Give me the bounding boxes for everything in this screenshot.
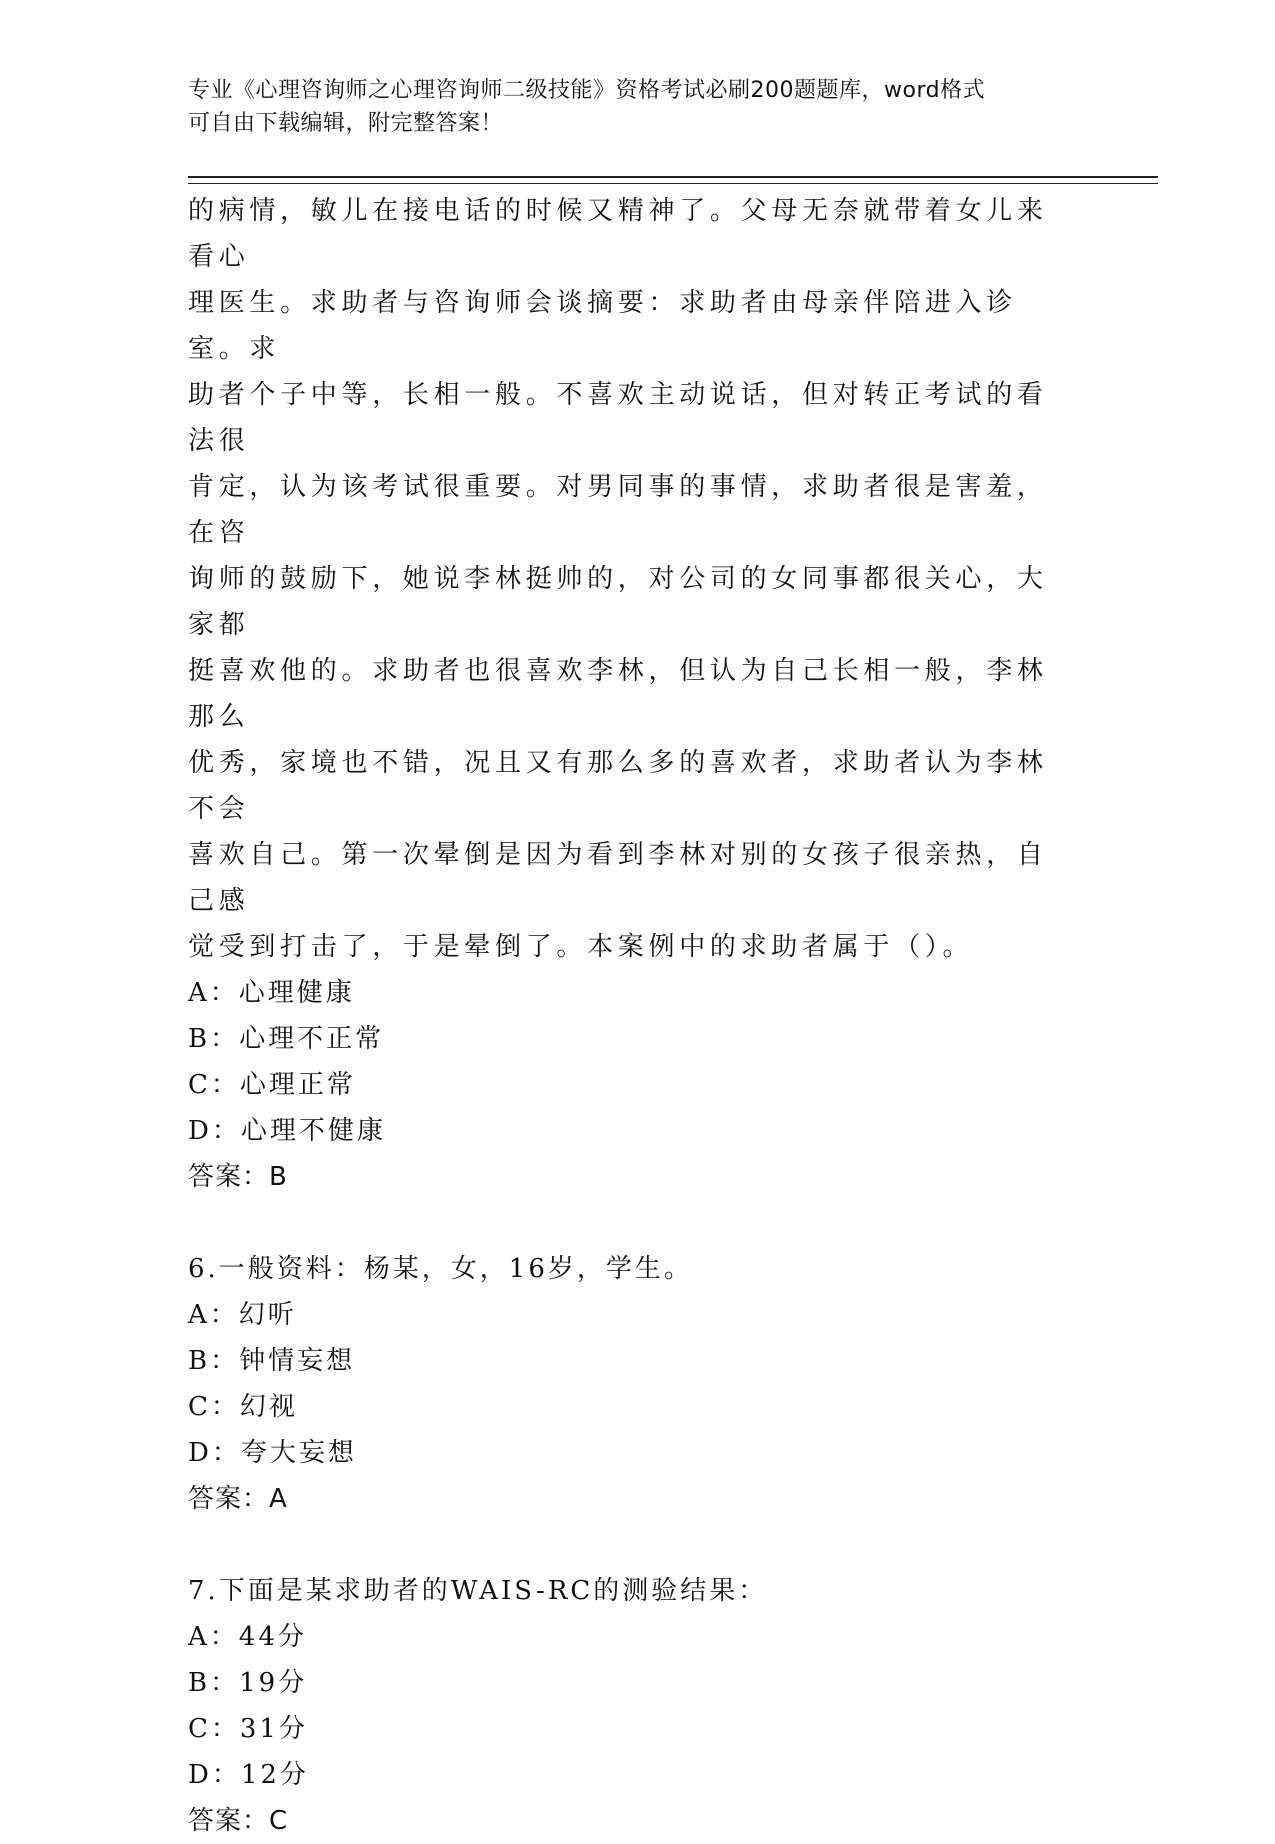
header-divider-thick: [188, 176, 1158, 178]
option-b: B：19分: [188, 1668, 308, 1698]
paragraph-line: 助者个子中等，长相一般。不喜欢主动说话，但对转正考试的看法很: [188, 380, 1048, 456]
question-6: [188, 1246, 1068, 1522]
paragraph-line: 觉受到打击了，于是晕倒了。本案例中的求助者属于（）。: [188, 932, 974, 962]
paragraph-line: 肯定，认为该考试很重要。对男同事的事情，求助者很是害羞，在咨: [188, 472, 1048, 548]
option-d: D：夸大妄想: [188, 1438, 357, 1468]
option-c: C：幻视: [188, 1392, 298, 1422]
paragraph-line: 的病情，敏儿在接电话的时候又精神了。父母无奈就带着女儿来看心: [188, 196, 1048, 272]
option-d: D：12分: [188, 1760, 309, 1790]
option-d: D：心理不健康: [188, 1116, 386, 1146]
answer-line: 答案：A: [188, 1484, 288, 1514]
option-c: C：心理正常: [188, 1070, 356, 1100]
answer-line: 答案：C: [188, 1806, 289, 1836]
paragraph-line: 挺喜欢他的。求助者也很喜欢李林，但认为自己长相一般，李林那么: [188, 656, 1048, 732]
option-a: A：心理健康: [188, 978, 355, 1008]
paragraph-line: 理医生。求助者与咨询师会谈摘要：求助者由母亲伴陪进入诊室。求: [188, 288, 1017, 364]
paragraph-line: 喜欢自己。第一次晕倒是因为看到李林对别的女孩子很亲热，自己感: [188, 840, 1048, 916]
paragraph-line: 询师的鼓励下，她说李林挺帅的，对公司的女同事都很关心，大家都: [188, 564, 1048, 640]
answer-line: 答案：B: [188, 1162, 288, 1192]
option-c: C：31分: [188, 1714, 308, 1744]
document-body: [188, 188, 1068, 1844]
question-7: [188, 1568, 1068, 1844]
option-b: B：钟情妄想: [188, 1346, 356, 1376]
page-header: [188, 74, 1068, 140]
question-stem: 6.一般资料：杨某，女，16岁，学生。: [188, 1254, 693, 1284]
option-b: B：心理不正常: [188, 1024, 385, 1054]
spacer: [188, 1200, 1068, 1246]
header-line-2: 可自由下载编辑，附完整答案！: [188, 111, 504, 136]
header-line-1: 专业《心理咨询师之心理咨询师二级技能》资格考试必刷200题题库，word格式: [188, 78, 986, 103]
option-a: A：44分: [188, 1622, 307, 1652]
paragraph-line: 优秀，家境也不错，况且又有那么多的喜欢者，求助者认为李林不会: [188, 748, 1048, 824]
question-stem: 7.下面是某求助者的WAIS-RC的测验结果：: [188, 1576, 768, 1606]
spacer: [188, 1522, 1068, 1568]
option-a: A：幻听: [188, 1300, 297, 1330]
question-5-continuation: [188, 188, 1068, 1200]
header-divider-thin: [188, 183, 1158, 184]
